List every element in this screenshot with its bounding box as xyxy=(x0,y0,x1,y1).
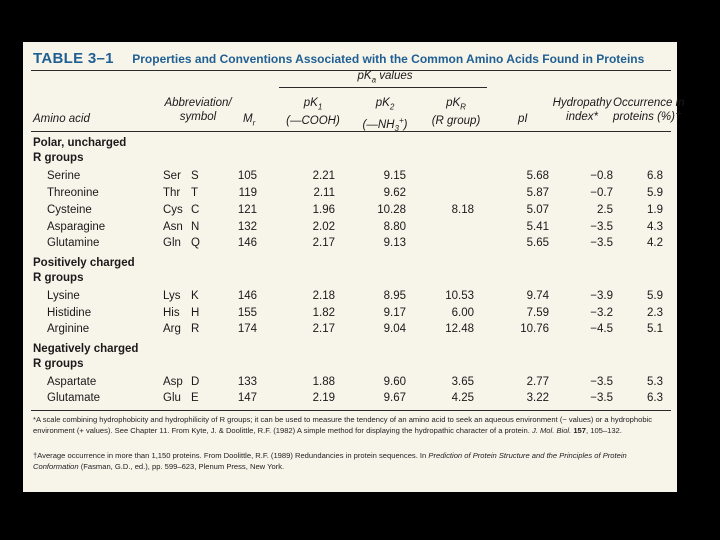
header-amino-acid: Amino acid xyxy=(33,113,90,125)
table-row: Histidine His H 155 1.82 9.17 6.00 7.59 −3.2 2.3 xyxy=(47,307,663,319)
header-mr: $M_r$ xyxy=(243,113,256,128)
table-row: Aspartate Asp D 133 1.88 9.60 3.65 2.77 −3.5 5.3 xyxy=(47,376,663,388)
pka-span-rule xyxy=(279,87,487,88)
header-pi: pI xyxy=(518,113,528,125)
table-title xyxy=(33,50,644,68)
table-row: Threonine Thr T 119 2.11 9.62 5.87 −0.7 5.9 xyxy=(47,187,663,199)
header-hydropathy: Hydropathy index* xyxy=(552,97,612,123)
textbook-page xyxy=(23,42,685,492)
group-title-negative: Negatively charged R groups xyxy=(33,343,139,370)
header-pk2: $pK_2$ $(—NH_3^+)$ xyxy=(362,97,408,134)
table-row: Glutamine Gln Q 146 2.17 9.13 5.65 −3.5 4.2 xyxy=(47,237,663,249)
header-occurrence: Occurrence in proteins (%)† xyxy=(613,97,685,123)
header-pkr: $pK_R$ (R group) xyxy=(431,97,481,128)
pka-values-header: $pK_a$ values xyxy=(357,70,413,85)
group-title-polar: Polar, uncharged R groups xyxy=(33,137,127,164)
table-label: TABLE 3–1 xyxy=(33,50,114,67)
table-row: Cysteine Cys C 121 1.96 10.28 8.18 5.07 2.5 1.9 xyxy=(47,204,663,216)
table-row: Arginine Arg R 174 2.17 9.04 12.48 10.76 −4.5 5.1 xyxy=(47,323,663,335)
table-row: Asparagine Asn N 132 2.02 8.80 5.41 −3.5 4.3 xyxy=(47,221,663,233)
header-rule xyxy=(31,131,671,132)
footnote-occurrence: †Average occurrence in more than 1,150 proteins. From Doolittle, R.F. (1989) Redundancies in protein sequences. In Prediction of Protein Structure and the Principles of Protein Conformation (Fasman, G.D., ed.), pp. 599–623, Plenum Press, New York. xyxy=(33,451,627,471)
header-abbreviation: Abbreviation/ symbol xyxy=(164,97,232,123)
table-row: Lysine Lys K 146 2.18 8.95 10.53 9.74 −3.9 5.9 xyxy=(47,290,663,302)
bottom-rule xyxy=(31,410,671,411)
table-row: Serine Ser S 105 2.21 9.15 5.68 −0.8 6.8 xyxy=(47,170,663,182)
table-caption: Properties and Conventions Associated with the Common Amino Acids Found in Proteins xyxy=(132,52,645,66)
footnote-hydropathy: *A scale combining hydrophobicity and hydrophilicity of R groups; it can be used to measure the tendency of an amino acid to seek an aqueous environment (− values) or a hydrophobic environment (+ values). See Chapter 11. From Kyte, J. & Doolittle, R.F. (1982) A simple method for displaying the hydropathic character of a protein. J. Mol. Biol. 157, 105–132. xyxy=(33,415,653,435)
group-title-positive: Positively charged R groups xyxy=(33,257,135,284)
header-pk1: $pK_1$ (—COOH) xyxy=(286,97,340,128)
table-row: Glutamate Glu E 147 2.19 9.67 4.25 3.22 −3.5 6.3 xyxy=(47,392,663,404)
